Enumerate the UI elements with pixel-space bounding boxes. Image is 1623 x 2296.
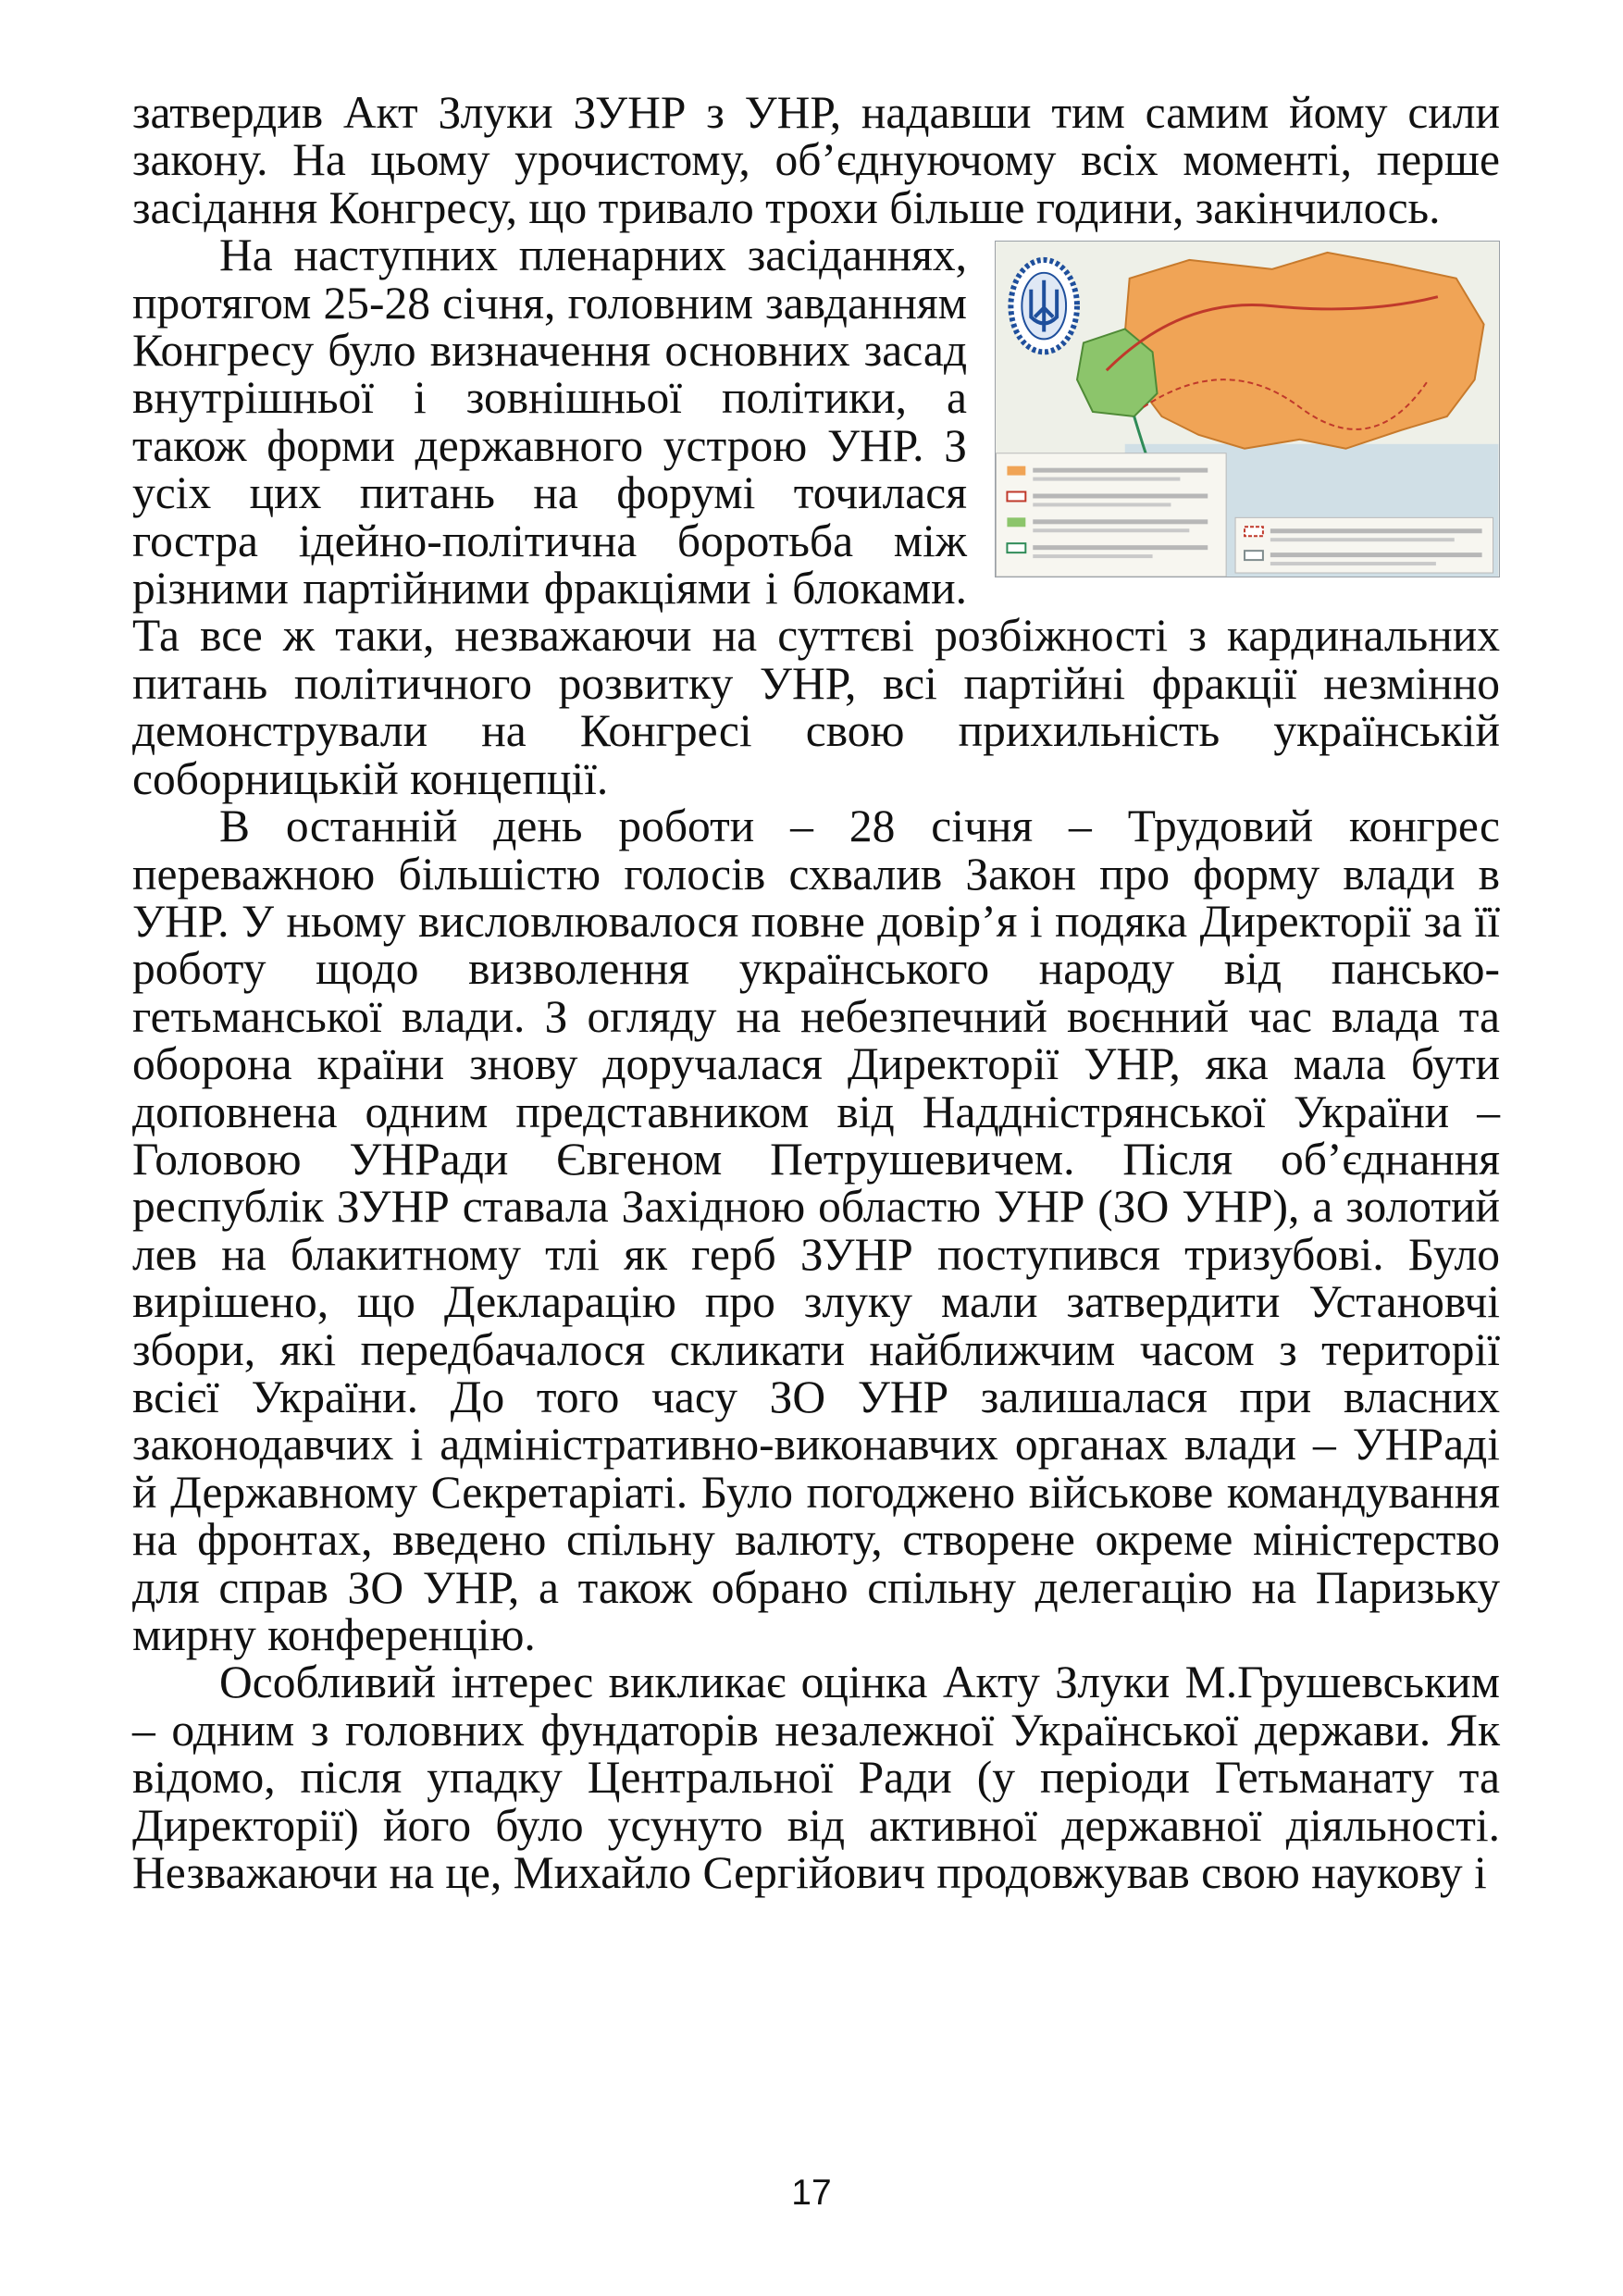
body-text	[132, 87, 1500, 1899]
paragraph-2: На наступних пленарних засіданнях, протягом 25-28 січня, головним завданням Конгресу було визначення основних засад внутрішньої і зовнішньої політики, а також форми державного устрою УНР. З усіх цих питань на форумі точилася гостра ідейно-політична боротьба між різними партійними фракціями і блоками. Та все ж таки, незважаючи на суттєві розбіжності з кардинальних питань політичного розвитку УНР, всі партійні фракції незмінно демонстрували на Конгресі свою прихильність українській соборницькій концепції.	[132, 230, 1500, 804]
paragraph-4: Особливий інтерес викликає оцінка Акту Злуки М.Грушевським – одним з головних фундаторів незалежної Української держави. Як відомо, після упадку Центральної Ради (у періоди Гетьманату та Директорії) його було усунуто від активної державної діяльності. Незважаючи на це, Михайло Сергійович продовжував свою наукову і	[132, 1657, 1500, 1899]
historical-map-figure	[995, 241, 1500, 577]
paragraph-3: В останній день роботи – 28 січня – Трудовий конгрес переважною більшістю голосів схвалив Закон про форму влади в УНР. У ньому висловлювалося повне довір’я і подяка Директорії за її роботу щодо визволення українського народу від пансько-гетьманської влади. З огляду на небезпечний воєнний час влада та оборона країни знову доручалася Директорії УНР, яка мала бути доповнена одним представником від Наддністрянської України – Головою УНРади Євгеном Петрушевичем. Після об’єднання республік ЗУНР ставала Західною областю УНР (ЗО УНР), а золотий лев на блакитному тлі як герб ЗУНР поступився тризубові. Було вирішено, що Декларацію про злуку мали затвердити Установчі збори, які передбачалося скликати найближчим часом з території всієї України. До того часу ЗО УНР залишалася при власних законодавчих і адміністративно-виконавчих органах влади – УНРаді й Державному Секретаріаті. Було погоджено військове командування на фронтах, введено спільну валюту, створене окреме міністерство для справ ЗО УНР, а також обрано спільну делегацію на Паризьку мирну конференцію.	[132, 800, 1500, 1660]
paragraph-1: затвердив Акт Злуки ЗУНР з УНР, надавши тим самим йому сили закону. На цьому урочистому, об’єднуючому всіх моменті, перше засідання Конгресу, що тривало трохи більше години, закінчилось.	[132, 87, 1500, 233]
page-number: 17	[791, 2173, 832, 2213]
trident-emblem-icon	[1010, 260, 1077, 352]
map-icon	[996, 242, 1499, 577]
